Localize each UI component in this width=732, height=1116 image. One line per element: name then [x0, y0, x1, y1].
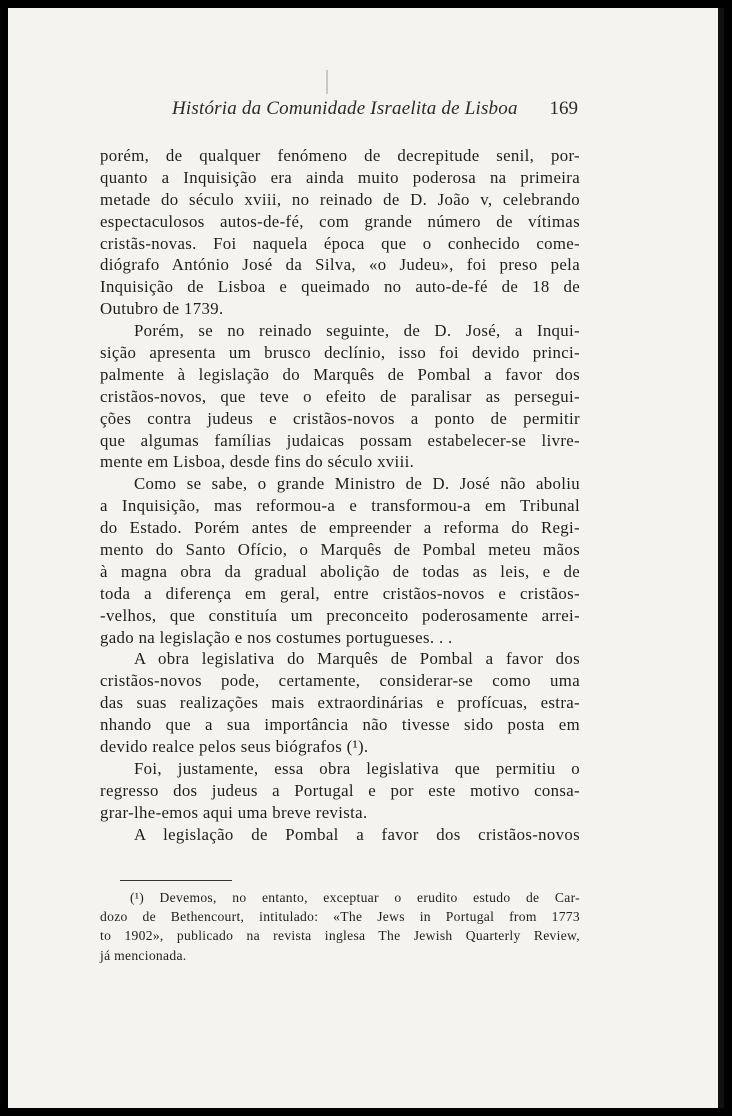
- running-title: História da Comunidade Israelita de Lisboa: [172, 98, 518, 119]
- text-line: Porém, se no reinado seguinte, de D. José, a Inqui-: [134, 321, 580, 341]
- text-line: mente em Lisboa, desde fins do século xviii.: [100, 452, 415, 472]
- text-line: gado na legislação e nos costumes portugueses. . .: [100, 627, 453, 647]
- text-line: Outubro de 1739.: [100, 299, 224, 319]
- text-line: toda a diferença em geral, entre cristãos-novos e cristãos-: [100, 583, 580, 603]
- text-line: porém, de qualquer fenómeno de decrepitude senil, por-: [100, 146, 580, 165]
- text-line: A obra legislativa do Marquês de Pombal a favor dos: [134, 649, 580, 669]
- text-line: espectaculosos autos-de-fé, com grande número de vítimas: [100, 211, 580, 231]
- text-line: quanto a Inquisição era ainda muito poderosa na primeira: [100, 167, 580, 187]
- footnote-line: (¹) Devemos, no entanto, exceptuar o erudito estudo de Car-: [130, 890, 580, 905]
- text-line: à magna obra da gradual abolição de todas as leis, e de: [100, 561, 580, 581]
- text-line: sição apresenta um brusco declínio, isso foi devido princi-: [100, 343, 580, 363]
- footnote-line: já mencionada.: [100, 947, 187, 963]
- text-line: do Estado. Porém antes de empreender a reforma do Regi-: [100, 518, 580, 538]
- page-header: [100, 98, 578, 122]
- footnote-line: dozo de Bethencourt, intitulado: «The Jews in Portugal from 1773: [100, 909, 580, 925]
- text-line: mento do Santo Ofício, o Marquês de Pombal meteu mãos: [100, 540, 580, 560]
- text-line: cristãs-novas. Foi naquela época que o conhecido come-: [100, 233, 580, 253]
- text-line: das suas realizações mais extraordinárias e profícuas, estra-: [100, 693, 580, 713]
- footnote: [100, 888, 580, 965]
- text-line: Foi, justamente, essa obra legislativa que permitiu o: [134, 758, 580, 778]
- text-line: Inquisição de Lisboa e queimado no auto-de-fé de 18 de: [100, 277, 580, 297]
- text-line: regresso dos judeus a Portugal e por este motivo consa-: [100, 780, 580, 800]
- body-text: [100, 145, 580, 846]
- text-line: Como se sabe, o grande Ministro de D. José não aboliu: [134, 474, 580, 494]
- text-line: -velhos, que constituía um preconceito poderosamente arrei-: [100, 605, 580, 625]
- footnote-line: to 1902», publicado na revista inglesa The Jewish Quarterly Review,: [100, 928, 580, 944]
- text-line: metade do século xviii, no reinado de D. João v, celebrando: [100, 189, 580, 209]
- text-line: diógrafo António José da Silva, «o Judeu», foi preso pela: [100, 255, 580, 275]
- text-line: a Inquisição, mas reformou-a e transformou-a em Tribunal: [100, 496, 580, 516]
- page-number: 169: [549, 98, 578, 119]
- text-line: ções contra judeus e cristãos-novos a ponto de permitir: [100, 408, 580, 428]
- text-line: que algumas famílias judaicas possam estabelecer-se livre-: [100, 430, 580, 450]
- footnote-rule: [120, 880, 232, 881]
- text-line: grar-lhe-emos aqui uma breve revista.: [100, 802, 368, 822]
- book-page: [8, 8, 724, 1108]
- paper-mark: [326, 70, 328, 94]
- text-line: nhando que a sua importância não tivesse sido posta em: [100, 715, 580, 735]
- text-line: palmente à legislação do Marquês de Pombal a favor dos: [100, 364, 580, 384]
- text-line: A legislação de Pombal a favor dos cristãos-novos: [134, 824, 580, 844]
- text-line: devido realce pelos seus biógrafos (¹).: [100, 737, 369, 757]
- text-line: cristãos-novos, que teve o efeito de paralisar as persegui-: [100, 386, 580, 406]
- text-line: cristãos-novos pode, certamente, considerar-se como uma: [100, 671, 580, 691]
